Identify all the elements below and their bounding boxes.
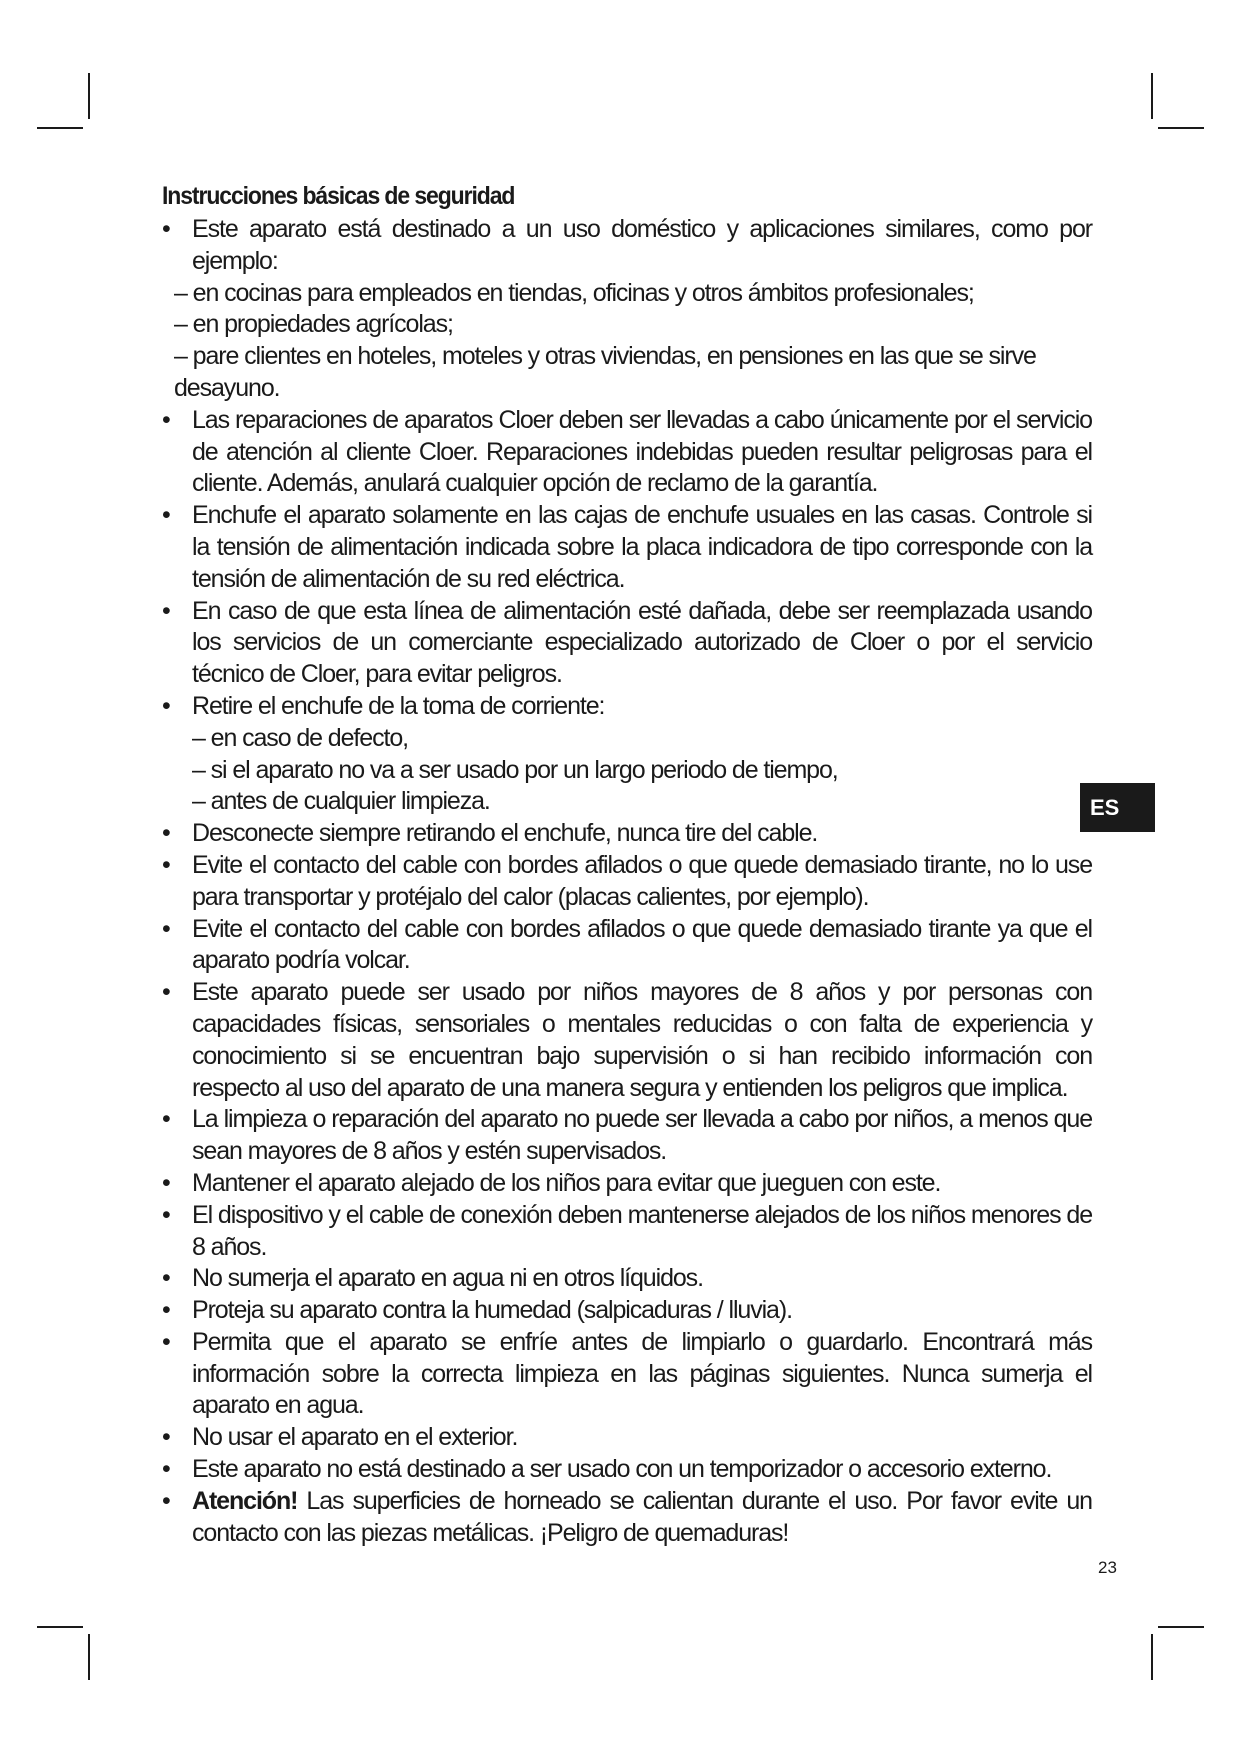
list-item-text: Evite el contacto del cable con bordes afilados o que quede demasiado tirante, no lo use para transportar y protéjalo del calor (placas calientes, por ejemplo). (192, 850, 1092, 911)
list-item (162, 850, 1092, 914)
sub-item: – antes de cualquier limpieza. (192, 787, 490, 816)
bullet: • (162, 978, 170, 1007)
safety-instructions (162, 180, 1092, 1549)
bullet: • (162, 215, 170, 243)
bullet: • (162, 1105, 170, 1134)
list-item (162, 1168, 1092, 1200)
sub-item: – si el aparato no va a ser usado por un largo periodo de tiempo, (192, 755, 838, 784)
crop-mark-bottom-left-vertical (88, 1634, 90, 1680)
bullet: • (162, 1455, 170, 1484)
list-item (162, 1454, 1092, 1486)
bullet: • (162, 1296, 170, 1325)
list-item-text: Retire el enchufe de la toma de corriente: (192, 691, 605, 720)
crop-mark-top-left-vertical (88, 73, 90, 119)
list-item-text: Desconecte siempre retirando el enchufe, nunca tire del cable. (192, 819, 818, 848)
list-item-text: La limpieza o reparación del aparato no puede ser llevada a cabo por niños, a menos que sean mayores de 8 años y estén supervisados. (192, 1105, 1092, 1166)
bullet: • (162, 914, 170, 943)
list-item (162, 914, 1092, 978)
bullet: • (162, 1168, 170, 1197)
language-tab: ES (1080, 783, 1155, 832)
crop-mark-bottom-left-horizontal (37, 1626, 83, 1628)
list-item (162, 500, 1092, 595)
crop-mark-bottom-right-vertical (1151, 1634, 1153, 1680)
crop-mark-bottom-right-horizontal (1158, 1626, 1204, 1628)
sub-item: – pare clientes en hoteles, moteles y otras viviendas, en pensiones en las que se sirve desayuno. (174, 342, 1036, 402)
list-item (162, 1263, 1092, 1295)
list-item-text: Evite el contacto del cable con bordes afilados o que quede demasiado tirante ya que el aparato podría volcar. (192, 914, 1092, 975)
list-item (162, 1422, 1092, 1454)
bullet: • (162, 1264, 170, 1293)
list-item-text: Enchufe el aparato solamente en las cajas de enchufe usuales en las casas. Controle si la tensión de alimentación indicada sobre la placa indicadora de tipo corresponde con la tensión de alimentación de su red eléctrica. (192, 501, 1092, 593)
list-item (162, 596, 1092, 691)
page-title: Instrucciones básicas de seguridad (162, 182, 515, 210)
crop-mark-top-right-horizontal (1158, 127, 1204, 129)
bullet: • (162, 1423, 170, 1452)
bullet: • (162, 691, 170, 720)
list-item (162, 1295, 1092, 1327)
bullet: • (162, 1200, 170, 1229)
bullet: • (162, 850, 170, 879)
attention-label: Atención! (192, 1486, 298, 1515)
list-item-text: No sumerja el aparato en agua ni en otros líquidos. (192, 1264, 703, 1293)
list-item-text: Mantener el aparato alejado de los niños para evitar que jueguen con este. (192, 1168, 941, 1197)
sub-item: – en caso de defecto, (192, 723, 408, 752)
list-item-text: Permita que el aparato se enfríe antes de limpiarlo o guardarlo. Encontrará más información sobre la correcta limpieza en las páginas siguientes. Nunca sumerja el aparato en agua. (192, 1327, 1092, 1420)
bullet: • (162, 501, 170, 530)
sub-item: – en propiedades agrícolas; (174, 310, 453, 339)
list-item (162, 1327, 1092, 1422)
sub-item: – en cocinas para empleados en tiendas, oficinas y otros ámbitos profesionales; (174, 278, 974, 307)
bullet: • (162, 819, 170, 848)
list-item-text: En caso de que esta línea de alimentación esté dañada, debe ser reemplazada usando los servicios de un comerciante especializado autorizado de Cloer o por el servicio técnico de Cloer, para evitar peligros. (192, 596, 1092, 689)
list-item (162, 1200, 1092, 1264)
list-item (162, 1104, 1092, 1168)
list-item (162, 214, 1092, 278)
bullet: • (162, 1327, 170, 1356)
crop-mark-top-left-horizontal (37, 127, 83, 129)
list-item-text: Este aparato está destinado a un uso doméstico y aplicaciones similares, como por ejemplo: (192, 215, 1092, 275)
list-item-text: Este aparato puede ser usado por niños mayores de 8 años y por personas con capacidades físicas, sensoriales o mentales reducidas o con falta de experiencia y conocimiento si se encuentran bajo supervisión o si han recibido información con respecto al uso del aparato de una manera segura y entienden los peligros que implica. (192, 978, 1092, 1102)
list-item-text: El dispositivo y el cable de conexión deben mantenerse alejados de los niños menores de 8 años. (192, 1200, 1092, 1261)
bullet: • (162, 1486, 170, 1515)
page-number: 23 (1098, 1558, 1117, 1577)
list-item (162, 818, 1092, 850)
bullet: • (162, 596, 170, 625)
attention-text: Las superficies de horneado se calientan durante el uso. Por favor evite un contacto con las piezas metálicas. ¡Peligro de quemaduras! (192, 1486, 1092, 1547)
list-item (162, 977, 1092, 1104)
list-item (162, 691, 1092, 723)
instruction-list (162, 214, 1092, 1486)
crop-mark-top-right-vertical (1151, 73, 1153, 119)
bullet: • (162, 405, 170, 434)
list-item (162, 405, 1092, 500)
list-item-text: Proteja su aparato contra la humedad (salpicaduras / lluvia). (192, 1296, 792, 1325)
attention-item (162, 1486, 1092, 1550)
list-item-text: Las reparaciones de aparatos Cloer deben ser llevadas a cabo únicamente por el servicio de atención al cliente Cloer. Reparaciones indebidas pueden resultar peligrosas para el cliente. Además, anulará cualquier opción de reclamo de la garantía. (192, 405, 1092, 498)
list-item-text: Este aparato no está destinado a ser usado con un temporizador o accesorio externo. (192, 1455, 1052, 1484)
list-item-text: No usar el aparato en el exterior. (192, 1423, 518, 1452)
